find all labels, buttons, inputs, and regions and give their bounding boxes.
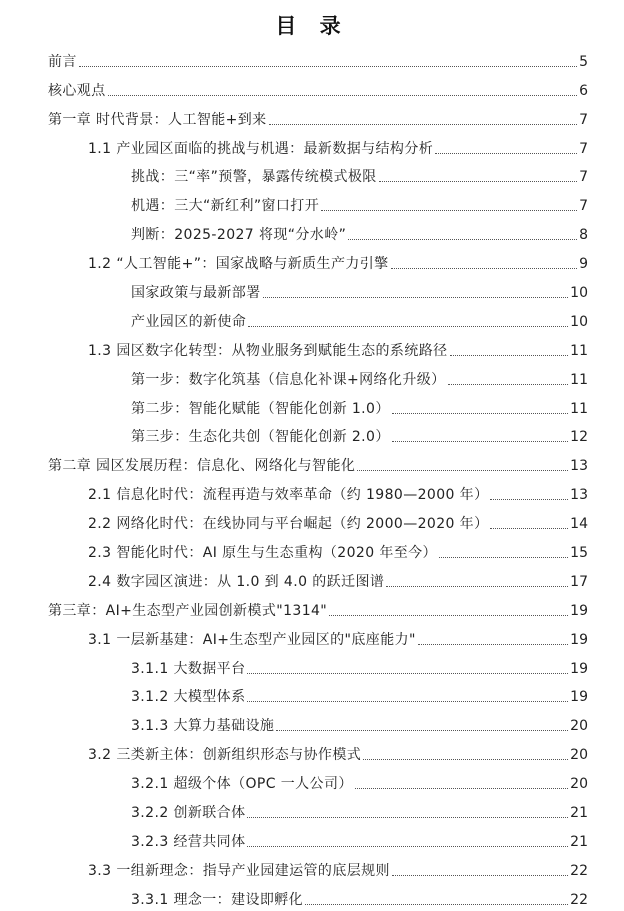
toc-entry-label: 3.2.1 超级个体（OPC 一人公司）: [131, 776, 353, 793]
toc-entry-page-number: 13: [570, 458, 588, 475]
toc-entry-label: 1.2 “人工智能+”：国家战略与新质生产力引擎: [88, 256, 389, 273]
dot-leader: [386, 586, 568, 587]
dot-leader: [439, 557, 568, 558]
toc-entry[interactable]: [0, 506, 624, 535]
toc-entry[interactable]: [0, 44, 624, 73]
toc-entry-label: 第二步：智能化赋能（智能化创新 1.0）: [131, 400, 390, 417]
toc-entry-page-number: 19: [570, 689, 588, 706]
toc-entry-page-number: 22: [570, 862, 588, 879]
toc-entry[interactable]: [0, 217, 624, 246]
toc-entry[interactable]: [0, 824, 624, 853]
toc-entry[interactable]: [0, 73, 624, 102]
dot-leader: [108, 95, 577, 96]
toc-entry-label: 1.3 园区数字化转型：从物业服务到赋能生态的系统路径: [88, 342, 448, 359]
toc-entry-page-number: 14: [570, 516, 588, 533]
toc-entry-page-number: 17: [570, 573, 588, 590]
toc-entry-label: 第三章：AI+生态型产业园创新模式"1314": [48, 602, 328, 619]
dot-leader: [363, 759, 568, 760]
toc-entry-label: 3.3.1 理念一：建设即孵化: [131, 891, 304, 908]
toc-entry[interactable]: [0, 304, 624, 333]
toc-entry-label: 3.1 一层新基建：AI+生态型产业园区的"底座能力": [88, 631, 416, 648]
toc-entry-label: 3.1.3 大算力基础设施: [131, 718, 275, 735]
dot-leader: [490, 499, 568, 500]
dot-leader: [247, 673, 568, 674]
toc-entry[interactable]: [0, 766, 624, 795]
toc-entry[interactable]: [0, 622, 624, 651]
toc-entry-label: 3.3 一组新理念：指导产业园建运管的底层规则: [88, 862, 390, 879]
toc-entry-page-number: 15: [570, 545, 588, 562]
toc-entry[interactable]: [0, 651, 624, 680]
toc-entry-page-number: 20: [570, 747, 588, 764]
toc-entry[interactable]: [0, 535, 624, 564]
toc-entry-page-number: 21: [570, 805, 588, 822]
toc-entry-page-number: 6: [579, 82, 588, 99]
toc-entry-label: 3.1.1 大数据平台: [131, 660, 246, 677]
dot-leader: [276, 730, 568, 731]
toc-entry-page-number: 7: [579, 198, 588, 215]
toc-entry-page-number: 19: [570, 631, 588, 648]
toc-entry-page-number: 12: [570, 429, 588, 446]
dot-leader: [357, 470, 568, 471]
toc-entry[interactable]: [0, 448, 624, 477]
toc-entry-label: 判断：2025-2027 将现“分水岭”: [131, 227, 347, 244]
toc-entry-page-number: 7: [579, 140, 588, 157]
dot-leader: [247, 817, 568, 818]
toc-entry-page-number: 22: [570, 891, 588, 908]
toc-entry[interactable]: [0, 420, 624, 449]
toc-entry-label: 2.3 智能化时代：AI 原生与生态重构（2020 年至今）: [88, 545, 437, 562]
dot-leader: [269, 124, 577, 125]
toc-entry-label: 1.1 产业园区面临的挑战与机遇：最新数据与结构分析: [88, 140, 434, 157]
toc-entry-label: 机遇：三大“新红利”窗口打开: [131, 198, 320, 215]
table-of-contents: [0, 44, 624, 911]
toc-entry-page-number: 20: [570, 718, 588, 735]
toc-entry-label: 2.2 网络化时代：在线协同与平台崛起（约 2000—2020 年）: [88, 516, 489, 533]
toc-entry-page-number: 19: [570, 602, 588, 619]
dot-leader: [391, 268, 578, 269]
toc-entry-page-number: 7: [579, 169, 588, 186]
toc-entry[interactable]: [0, 593, 624, 622]
toc-entry[interactable]: [0, 737, 624, 766]
page-title: 目 录: [275, 14, 349, 38]
toc-entry[interactable]: [0, 246, 624, 275]
toc-entry-page-number: 11: [570, 342, 588, 359]
dot-leader: [450, 355, 569, 356]
toc-entry-page-number: 21: [570, 833, 588, 850]
dot-leader: [435, 153, 577, 154]
toc-entry-label: 前言: [48, 53, 77, 70]
dot-leader: [418, 644, 568, 645]
toc-entry[interactable]: [0, 391, 624, 420]
dot-leader: [392, 875, 568, 876]
toc-entry-page-number: 11: [570, 371, 588, 388]
toc-entry-label: 第二章 园区发展历程：信息化、网络化与智能化: [48, 458, 356, 475]
toc-entry-page-number: 13: [570, 487, 588, 504]
toc-entry-label: 第一步：数字化筑基（信息化补课+网络化升级）: [131, 371, 446, 388]
dot-leader: [379, 181, 577, 182]
toc-entry-label: 2.4 数字园区演进：从 1.0 到 4.0 的跃迁图谱: [88, 573, 385, 590]
toc-entry-label: 产业园区的新使命: [131, 313, 247, 330]
toc-entry[interactable]: [0, 333, 624, 362]
toc-entry[interactable]: [0, 477, 624, 506]
dot-leader: [329, 615, 568, 616]
toc-entry[interactable]: [0, 795, 624, 824]
dot-leader: [348, 239, 577, 240]
toc-entry-label: 2.1 信息化时代：流程再造与效率革命（约 1980—2000 年）: [88, 487, 489, 504]
toc-entry-page-number: 10: [570, 285, 588, 302]
toc-entry[interactable]: [0, 708, 624, 737]
toc-entry-page-number: 8: [579, 227, 588, 244]
toc-entry-page-number: 5: [579, 53, 588, 70]
toc-entry[interactable]: [0, 882, 624, 911]
toc-entry-page-number: 7: [579, 111, 588, 128]
dot-leader: [392, 441, 568, 442]
toc-entry-label: 第三步：生态化共创（智能化创新 2.0）: [131, 429, 390, 446]
toc-entry-page-number: 19: [570, 660, 588, 677]
dot-leader: [321, 210, 577, 211]
toc-entry[interactable]: [0, 853, 624, 882]
dot-leader: [355, 788, 568, 789]
toc-entry-label: 3.1.2 大模型体系: [131, 689, 246, 706]
dot-leader: [248, 326, 568, 327]
toc-entry-label: 第一章 时代背景：人工智能+到来: [48, 111, 267, 128]
toc-entry-label: 3.2.2 创新联合体: [131, 805, 246, 822]
toc-entry-page-number: 11: [570, 400, 588, 417]
dot-leader: [247, 846, 568, 847]
dot-leader: [490, 528, 568, 529]
dot-leader: [448, 384, 569, 385]
dot-leader: [79, 66, 577, 67]
toc-entry[interactable]: [0, 102, 624, 131]
toc-entry[interactable]: [0, 564, 624, 593]
toc-entry-label: 3.2.3 经营共同体: [131, 833, 246, 850]
toc-entry-page-number: 20: [570, 776, 588, 793]
toc-entry[interactable]: [0, 188, 624, 217]
toc-entry-label: 国家政策与最新部署: [131, 285, 261, 302]
toc-entry-label: 核心观点: [48, 82, 106, 99]
toc-entry-label: 挑战：三“率”预警，暴露传统模式极限: [131, 169, 377, 186]
toc-entry[interactable]: [0, 275, 624, 304]
toc-entry[interactable]: [0, 680, 624, 709]
toc-entry-label: 3.2 三类新主体：创新组织形态与协作模式: [88, 747, 362, 764]
toc-entry-page-number: 10: [570, 313, 588, 330]
toc-entry-page-number: 9: [579, 256, 588, 273]
toc-entry[interactable]: [0, 362, 624, 391]
toc-entry[interactable]: [0, 131, 624, 160]
dot-leader: [392, 413, 568, 414]
dot-leader: [263, 297, 569, 298]
toc-entry[interactable]: [0, 160, 624, 189]
dot-leader: [247, 701, 568, 702]
